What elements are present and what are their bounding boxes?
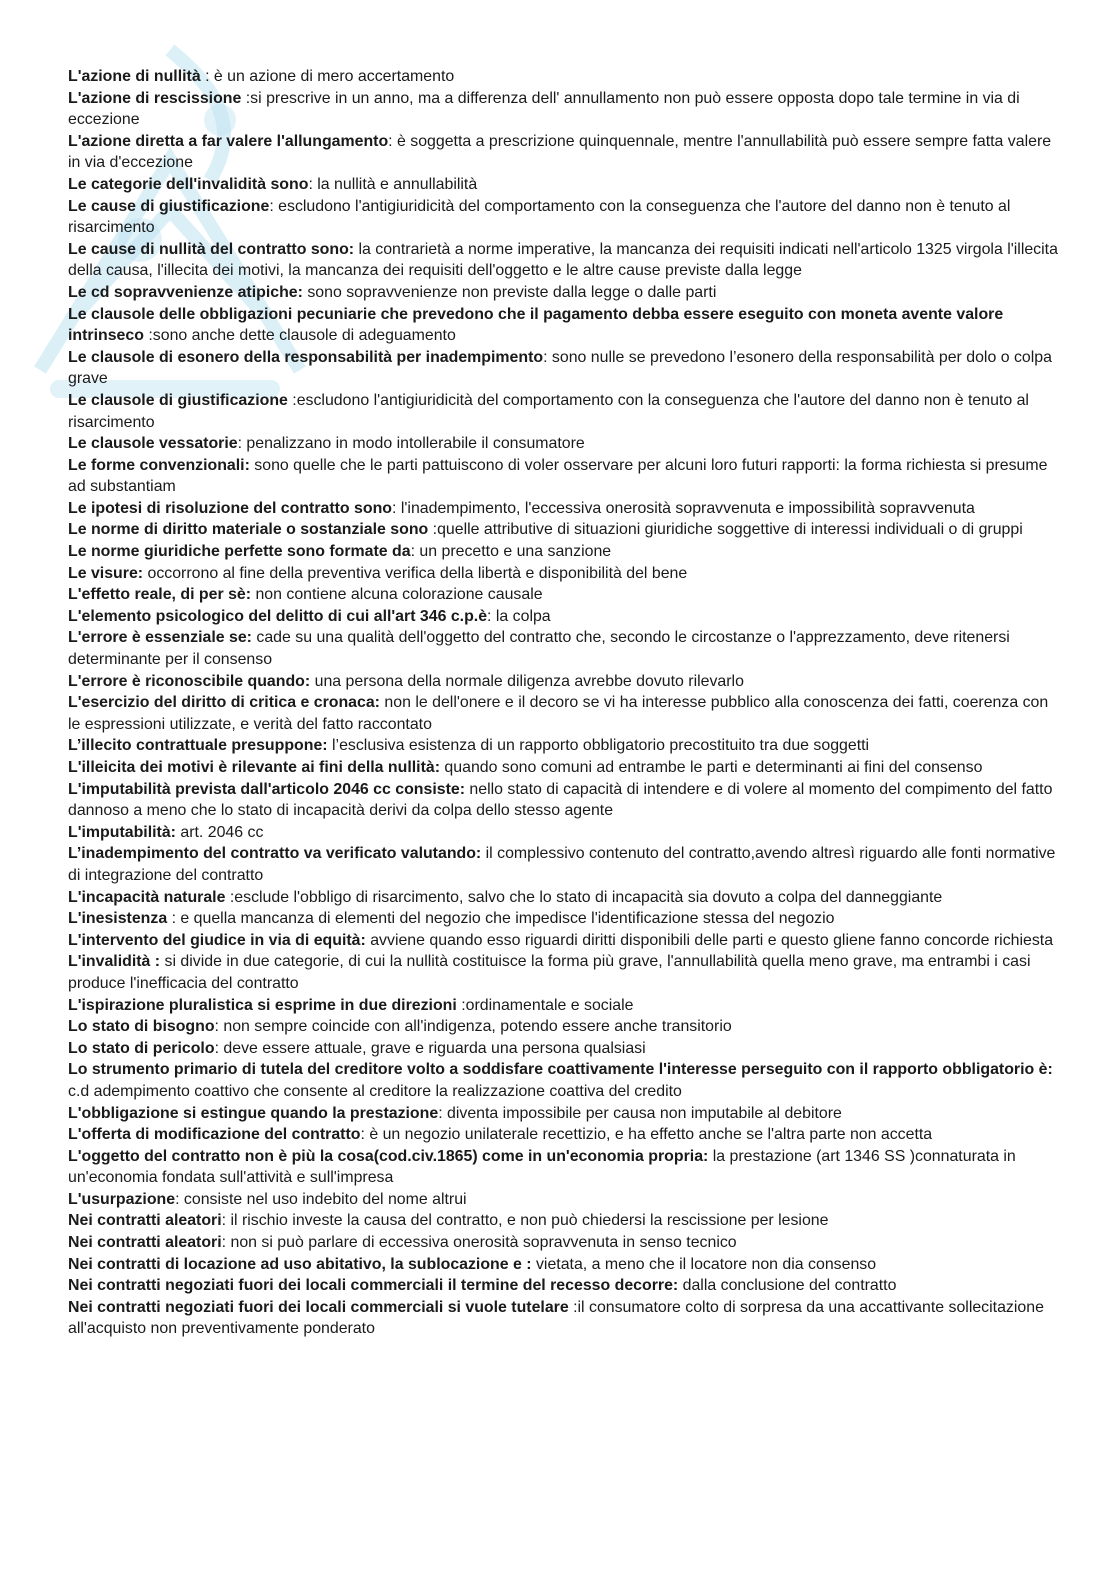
entry-definition: occorrono al fine della preventiva verifica della libertà e disponibilità del bene — [143, 564, 688, 582]
glossary-entry — [68, 1232, 1058, 1254]
glossary-entry — [68, 908, 1058, 930]
glossary-entry — [68, 563, 1058, 585]
entry-term: Le norme giuridiche perfette sono formate da — [68, 543, 411, 561]
entry-definition: : escludono l'antigiuridicità del comportamento con la conseguenza che l'autore del danno non è tenuto al risarcimento — [68, 197, 1011, 237]
glossary-entry — [68, 174, 1058, 196]
entry-term: L'oggetto del contratto non è più la cosa(cod.civ.1865) come in un'economia propria: — [68, 1147, 709, 1165]
glossary-entry — [68, 692, 1058, 735]
glossary-entry — [68, 304, 1058, 347]
glossary-entry — [68, 1297, 1058, 1340]
entry-term: Lo stato di pericolo — [68, 1039, 215, 1057]
glossary-entry — [68, 498, 1058, 520]
entry-definition: : la nullità e annullabilità — [308, 175, 478, 193]
entry-term: Le visure: — [68, 564, 144, 582]
glossary-entry — [68, 519, 1058, 541]
glossary-entry — [68, 735, 1058, 757]
document-body — [68, 66, 1058, 1340]
glossary-entry — [68, 779, 1058, 822]
glossary-entry — [68, 757, 1058, 779]
entry-term: L'elemento psicologico del delitto di cui all'art 346 c.p.è — [68, 607, 488, 625]
entry-definition: non le dell'onere e il decoro se vi ha interesse pubblico alla conoscenza dei fatti, coerenza con le espressioni utilizzate, e verità del fatto raccontato — [68, 694, 1049, 733]
entry-definition: :sono anche dette clausole di adeguamento — [143, 327, 456, 345]
entry-definition: nello stato di capacità di intendere e di volere al momento del compimento del fatto dannoso a meno che lo stato di incapacità derivi da colpa dello stesso agente — [68, 780, 1053, 820]
glossary-entry — [68, 584, 1058, 606]
entry-definition: : deve essere attuale, grave e riguarda una persona qualsiasi — [214, 1039, 646, 1057]
glossary-entry — [68, 66, 1058, 88]
glossary-entry — [68, 347, 1058, 390]
entry-definition: : consiste nel uso indebito del nome altrui — [175, 1190, 467, 1208]
glossary-entry — [68, 131, 1058, 174]
entry-term: L'obbligazione si estingue quando la prestazione — [68, 1104, 439, 1122]
glossary-entry — [68, 1146, 1058, 1189]
entry-term: L'usurpazione — [68, 1190, 176, 1208]
entry-term: Le cd sopravvenienze atipiche: — [68, 283, 303, 301]
glossary-entry — [68, 1254, 1058, 1276]
entry-term: Nei contratti negoziati fuori dei locali commerciali il termine del recesso decorre: — [68, 1277, 679, 1295]
entry-term: Nei contratti negoziati fuori dei locali commerciali si vuole tutelare — [68, 1298, 569, 1316]
entry-definition: sono sopravvenienze non previste dalla legge o dalle parti — [302, 283, 717, 301]
entry-term: L'ispirazione pluralistica si esprime in due direzioni — [68, 996, 457, 1014]
entry-term: Nei contratti aleatori — [68, 1234, 222, 1252]
entry-term: Nei contratti di locazione ad uso abitativo, la sublocazione e : — [68, 1255, 532, 1273]
glossary-entry — [68, 282, 1058, 304]
glossary-entry — [68, 455, 1058, 498]
entry-definition: c.d adempimento coattivo che consente al creditore la realizzazione coattiva del credito — [68, 1082, 682, 1100]
entry-term: L'azione di rescissione — [68, 89, 242, 107]
entry-definition: quando sono comuni ad entrambe le parti e determinanti ai fini del consenso — [440, 759, 983, 776]
entry-definition: sono quelle che le parti pattuiscono di voler osservare per alcuni loro futuri rapporti: la forma richiesta si presume ad substantiam — [68, 456, 1048, 496]
entry-term: L'errore è essenziale se: — [68, 629, 252, 647]
entry-term: Lo stato di bisogno — [68, 1018, 215, 1036]
entry-definition: : il rischio investe la causa del contratto, e non può chiedersi la rescissione per lesione — [221, 1212, 829, 1230]
entry-definition: cade su una qualità dell'oggetto del contratto che, secondo le circostanze o l'apprezzamento, deve ritenersi determinante per il consenso — [68, 629, 1010, 669]
entry-term: L'azione di nullità — [68, 68, 201, 85]
entry-definition: :si prescrive in un anno, ma a differenza dell' annullamento non può essere opposta dopo tale termine in via di eccezione — [68, 89, 1020, 129]
entry-definition: : l'inadempimento, l'eccessiva onerosità sopravvenuta e impossibilità sopravvenuta — [392, 499, 975, 517]
entry-term: L'inesistenza — [68, 910, 168, 928]
glossary-entry — [68, 1103, 1058, 1125]
entry-term: Nei contratti aleatori — [68, 1212, 222, 1230]
entry-definition: :esclude l'obbligo di risarcimento, salvo che lo stato di incapacità sia dovuto a colpa del danneggiante — [225, 888, 943, 906]
entry-term: L'esercizio del diritto di critica e cronaca: — [68, 694, 380, 712]
entry-term: Le clausole di giustificazione — [68, 391, 288, 409]
glossary-entry — [68, 1275, 1058, 1297]
entry-definition: si divide in due categorie, di cui la nullità costituisce la forma più grave, l'annullabilità quella meno grave, ma entrambi i casi produce l'inefficacia del contratto — [68, 953, 1031, 992]
entry-term: Le clausole vessatorie — [68, 435, 238, 453]
entry-definition: : la colpa — [487, 607, 551, 625]
entry-term: Lo strumento primario di tutela del creditore volto a soddisfare coattivamente l'interesse perseguito con il rapporto obbligatorio è: — [68, 1061, 1053, 1079]
glossary-entry — [68, 843, 1058, 886]
glossary-entry — [68, 930, 1058, 952]
entry-term: L’inadempimento del contratto va verificato valutando: — [68, 845, 482, 863]
entry-definition: :quelle attributive di situazioni giuridiche soggettive di interessi individuali o di gruppi — [428, 521, 1023, 539]
entry-term: L'effetto reale, di per sè: — [68, 586, 252, 604]
entry-definition: :ordinamentale e sociale — [456, 996, 634, 1014]
entry-definition: : un precetto e una sanzione — [410, 543, 612, 561]
glossary-entry — [68, 606, 1058, 628]
entry-definition: una persona della normale diligenza avrebbe dovuto rilevarlo — [310, 672, 744, 690]
entry-term: L'incapacità naturale — [68, 888, 226, 906]
entry-term: Le ipotesi di risoluzione del contratto sono — [68, 499, 393, 517]
entry-term: Le norme di diritto materiale o sostanziale sono — [68, 521, 429, 539]
glossary-entry — [68, 671, 1058, 693]
glossary-entry — [68, 1124, 1058, 1146]
glossary-entry — [68, 627, 1058, 670]
entry-definition: : penalizzano in modo intollerabile il consumatore — [237, 435, 585, 453]
glossary-entry — [68, 1210, 1058, 1232]
entry-definition: : e quella mancanza di elementi del negozio che impedisce l'identificazione stessa del negozio — [167, 910, 835, 928]
entry-term: L'invalidità : — [68, 953, 161, 971]
entry-term: Le cause di nullità del contratto sono: — [68, 240, 355, 258]
entry-term: L'errore è riconoscibile quando: — [68, 672, 311, 690]
entry-term: Le cause di giustificazione — [68, 197, 270, 215]
entry-definition: dalla conclusione del contratto — [678, 1277, 897, 1295]
entry-term: L'imputabilità: — [68, 823, 176, 841]
entry-definition: :il consumatore colto di sorpresa da una accattivante sollecitazione all'acquisto non preventivamente ponderato — [68, 1298, 1044, 1338]
entry-definition: vietata, a meno che il locatore non dia consenso — [531, 1255, 877, 1273]
entry-term: L’illecito contrattuale presuppone: — [68, 737, 328, 755]
glossary-entry — [68, 88, 1058, 131]
entry-term: L'illeicita dei motivi è rilevante ai fini della nullità: — [68, 759, 441, 776]
glossary-entry — [68, 1038, 1058, 1060]
entry-term: Le clausole di esonero della responsabilità per inadempimento — [68, 348, 544, 366]
entry-term: L'intervento del giudice in via di equità: — [68, 931, 366, 949]
entry-term: L'azione diretta a far valere l'allungamento — [68, 132, 389, 150]
glossary-entry — [68, 239, 1058, 282]
entry-term: Le clausole delle obbligazioni pecuniarie che prevedono che il pagamento debba essere eseguito con moneta avente valore intrinseco — [68, 305, 1004, 345]
entry-definition: avviene quando esso riguardi diritti disponibili delle parti e questo gliene fanno concorde richiesta — [365, 931, 1054, 949]
glossary-entry — [68, 196, 1058, 239]
entry-term: Le categorie dell'invalidità sono — [68, 175, 309, 193]
entry-term: L'offerta di modificazione del contratto — [68, 1126, 361, 1144]
entry-definition: l’esclusiva esistenza di un rapporto obbligatorio precostituito tra due soggetti — [327, 737, 870, 755]
glossary-entry — [68, 1059, 1058, 1102]
entry-definition: art. 2046 cc — [175, 823, 264, 841]
entry-definition: la prestazione (art 1346 SS )connaturata in un'economia fondata sull'attività e sull'impresa — [68, 1147, 1016, 1187]
glossary-entry — [68, 433, 1058, 455]
entry-definition: : è un negozio unilaterale recettizio, e ha effetto anche se l'altra parte non accetta — [360, 1126, 933, 1144]
entry-definition: : non si può parlare di eccessiva onerosità sopravvenuta in senso tecnico — [221, 1234, 737, 1252]
entry-definition: : è soggetta a prescrizione quinquennale, mentre l'annullabilità può essere sempre fatta valere in via d'eccezione — [68, 132, 1052, 172]
glossary-entry — [68, 390, 1058, 433]
entry-definition: il complessivo contenuto del contratto,avendo altresì riguardo alle fonti normative di integrazione del contratto — [68, 845, 1056, 884]
glossary-entry — [68, 822, 1058, 844]
glossary-entry — [68, 541, 1058, 563]
glossary-entry — [68, 1016, 1058, 1038]
entry-term: Le forme convenzionali: — [68, 456, 250, 474]
entry-term: L'imputabilità prevista dall'articolo 2046 cc consiste: — [68, 780, 466, 798]
entry-definition: : è un azione di mero accertamento — [200, 68, 455, 85]
entry-definition: non contiene alcuna colorazione causale — [251, 586, 543, 604]
entry-definition: : sono nulle se prevedono l’esonero della responsabilità per dolo o colpa grave — [68, 348, 1052, 388]
glossary-entry — [68, 887, 1058, 909]
entry-definition: :escludono l'antigiuridicità del comportamento con la conseguenza che l'autore del danno non è tenuto al risarcimento — [68, 391, 1029, 431]
entry-definition: : non sempre coincide con all'indigenza, potendo essere anche transitorio — [214, 1018, 732, 1036]
entry-definition: la contrarietà a norme imperative, la mancanza dei requisiti indicati nell'articolo 1325 virgola l'illecita della causa, l'illecita dei motivi, la mancanza dei requisiti dell'oggetto e le altre cause previste dalla legge — [68, 240, 1058, 280]
glossary-entry — [68, 995, 1058, 1017]
entry-definition: : diventa impossibile per causa non imputabile al debitore — [438, 1104, 842, 1122]
glossary-entry — [68, 1189, 1058, 1211]
glossary-entry — [68, 951, 1058, 994]
